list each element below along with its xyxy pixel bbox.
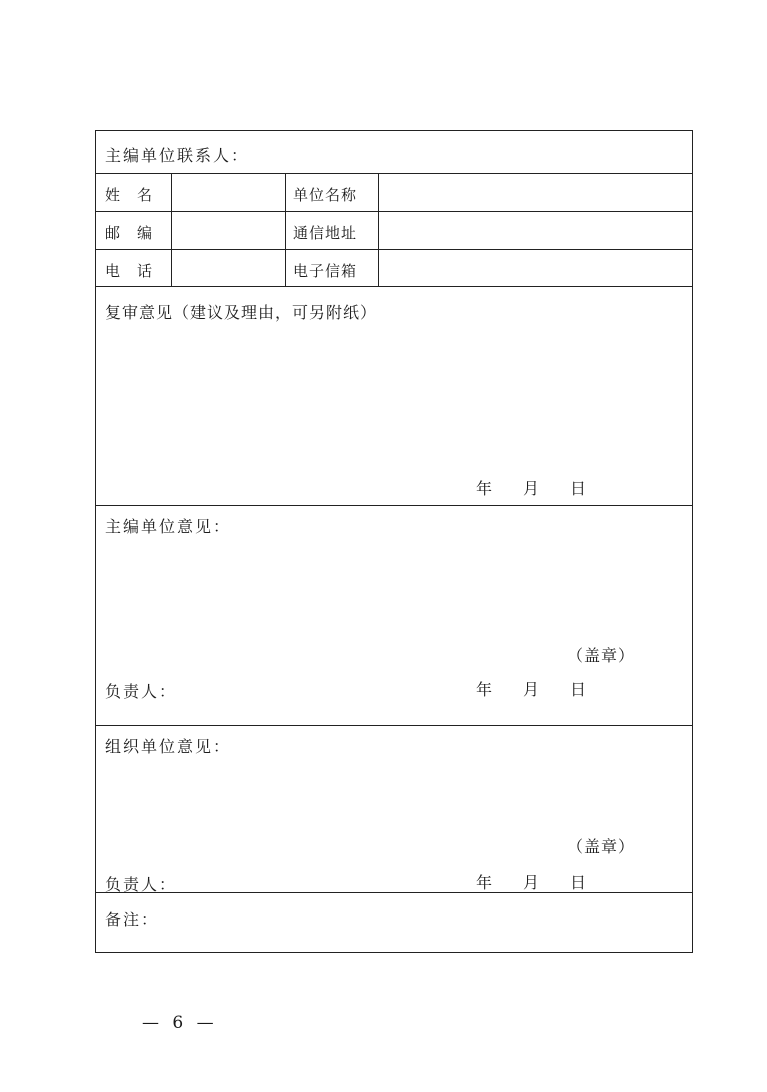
divider [171,250,172,286]
unit-name-label: 单位名称 [293,186,358,204]
postcode-label: 邮 编 [105,224,154,242]
review-date-day: 日 [570,479,587,498]
divider [378,174,379,211]
divider [171,174,172,211]
organizer-unit-seal: （盖章） [567,837,636,856]
divider [285,212,286,249]
divider [285,250,286,286]
editor-unit-heading: 主编单位意见： [105,517,232,536]
postcode-field[interactable] [180,222,280,240]
editor-unit-responsible: 负责人： [105,682,178,701]
review-section[interactable] [96,287,692,506]
review-heading: 复审意见（建议及理由，可另附纸） [105,303,378,322]
email-field[interactable] [387,260,677,278]
email-label: 电子信箱 [293,262,358,280]
review-form [95,130,693,953]
organizer-unit-date-day: 日 [570,873,587,892]
review-date-month: 月 [523,479,540,498]
editor-unit-section[interactable] [96,506,692,726]
divider [285,174,286,211]
organizer-unit-heading: 组织单位意见： [105,737,232,756]
review-date-year: 年 [476,479,493,498]
unit-name-field[interactable] [387,184,677,202]
contact-row-postcode [96,212,692,250]
divider [171,212,172,249]
contact-heading: 主编单位联系人： [105,146,250,165]
divider [378,212,379,249]
organizer-unit-responsible: 负责人： [105,875,178,894]
editor-unit-date-year: 年 [476,680,493,699]
editor-unit-date-day: 日 [570,680,587,699]
remarks-label: 备注： [105,910,160,929]
page-number: — 6 — [142,1013,218,1033]
organizer-unit-date-month: 月 [523,873,540,892]
phone-label: 电 话 [105,262,154,280]
editor-unit-date-month: 月 [523,680,540,699]
divider [378,250,379,286]
address-label: 通信地址 [293,224,358,242]
contact-row-name [96,174,692,212]
organizer-unit-date-year: 年 [476,873,493,892]
contact-heading-row [96,131,692,174]
address-field[interactable] [387,222,677,240]
remarks-section[interactable] [96,893,692,951]
name-label: 姓 名 [105,186,154,204]
organizer-unit-section[interactable] [96,726,692,893]
name-field[interactable] [180,184,280,202]
contact-row-phone [96,250,692,287]
phone-field[interactable] [180,260,280,278]
editor-unit-seal: （盖章） [567,646,636,665]
